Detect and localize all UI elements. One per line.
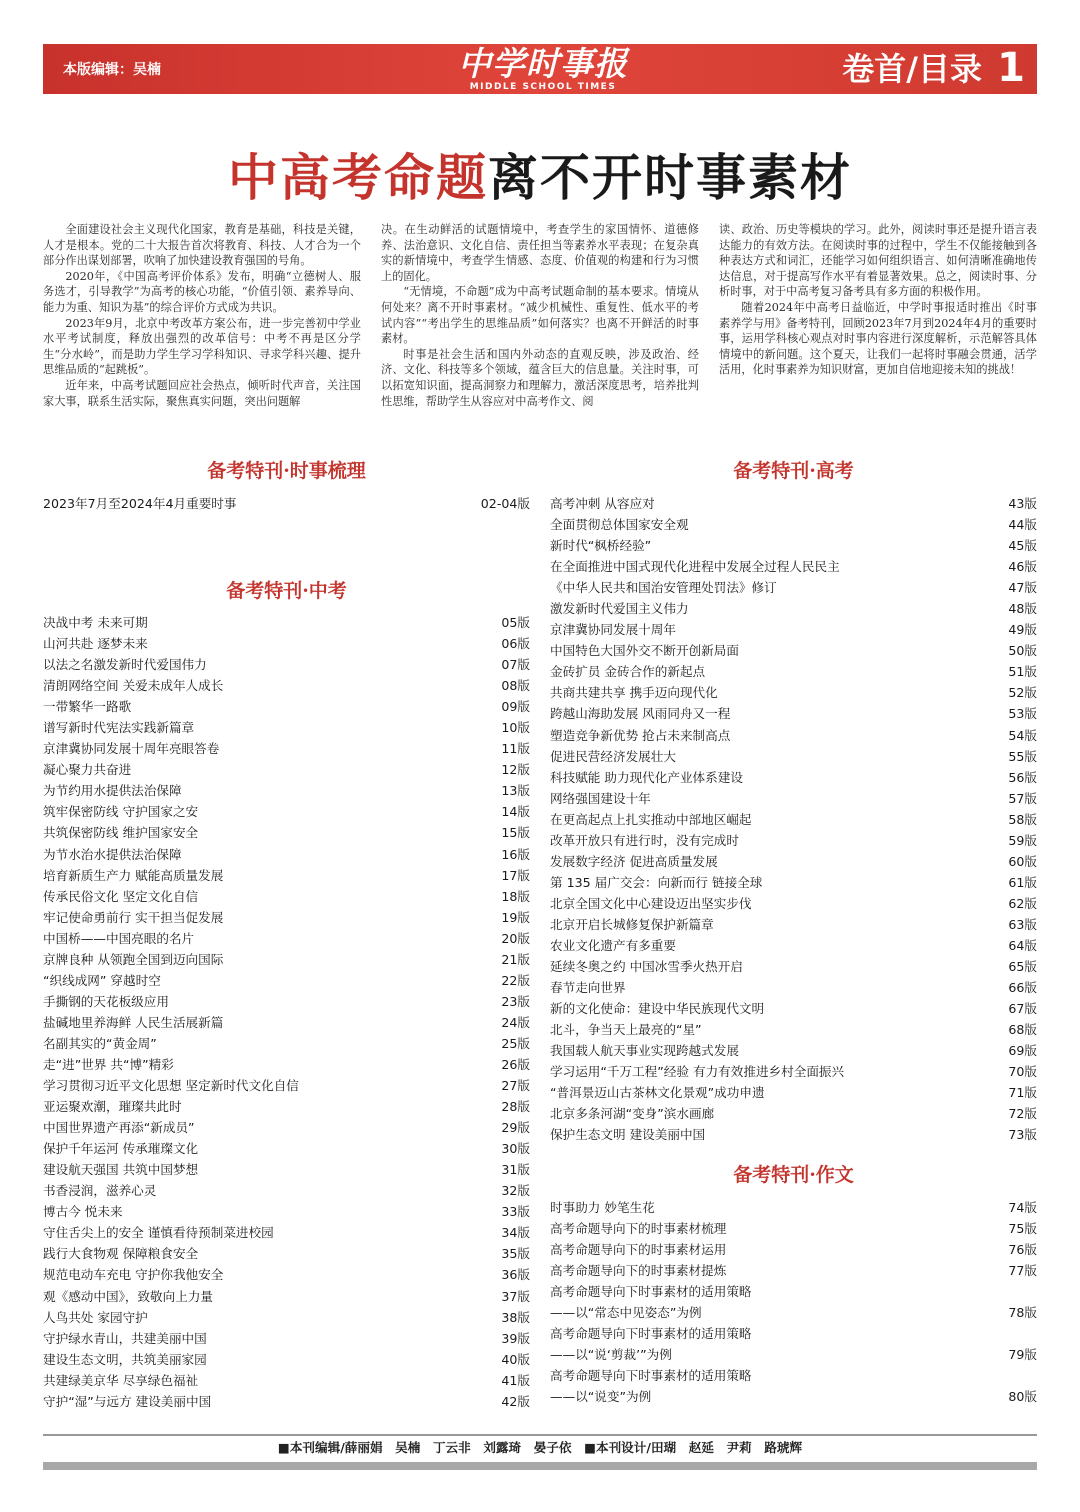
toc-entry	[43, 738, 530, 759]
toc-entry-title: 促进民营经济发展壮大	[550, 748, 676, 764]
toc-entry	[43, 493, 530, 514]
toc-entry-page: 08版	[501, 678, 530, 694]
toc-entry-page: 12版	[501, 762, 530, 778]
toc-entry	[43, 801, 530, 822]
toc-entry-page: 31版	[501, 1162, 530, 1178]
headline-red: 中高考命题	[228, 148, 488, 207]
toc-entry-title: 观《感动中国》，致敬向上力量	[43, 1288, 214, 1304]
toc-entry-title: ——以“说变”为例	[550, 1389, 652, 1405]
toc-entry-page: 38版	[501, 1309, 530, 1325]
toc-entry-title: 北京开启长城修复保护新篇章	[550, 916, 714, 932]
toc-entry	[550, 1103, 1037, 1124]
toc-entry-title: 建设航天强国 共筑中国梦想	[43, 1162, 199, 1178]
toc-entry-page: 43版	[1008, 496, 1037, 511]
toc-entry-page: 14版	[501, 804, 530, 820]
intro-paragraph: 随着2024年中高考日益临近，中学时事报适时推出《时事素养学与用》备考特刊，回顾2023年7月到2024年4月的重要时事，运用学科核心观点对时事内容进行深度解析，示范解答具体情境中的新问题。这个夏天，让我们一起将时事融会贯通，活学活用，化时事素养为知识财富，更加自信地迎接未知的挑战！	[719, 300, 1037, 377]
toc-list-zuowen	[550, 1197, 1037, 1407]
toc-entry	[43, 822, 530, 843]
toc-entry-page: 70版	[1008, 1064, 1037, 1080]
toc-entry	[550, 725, 1037, 746]
toc-entry-title: 《中华人民共和国治安管理处罚法》修订	[550, 580, 777, 596]
toc-entry-title: 保护生态文明 建设美丽中国	[550, 1127, 706, 1143]
toc-entry	[550, 1260, 1037, 1281]
toc-entry-title: 人鸟共处 家园守护	[43, 1309, 148, 1325]
toc-entry-page: 77版	[1008, 1263, 1037, 1279]
toc-entry	[43, 1138, 530, 1159]
toc-entry-title: 金砖扩员 金砖合作的新起点	[550, 664, 706, 680]
toc-entry-title: 高考命题导向下时事素材的适用策略	[550, 1368, 752, 1384]
toc-entry-title: 跨越山海助发展 风雨同舟又一程	[550, 706, 731, 722]
toc-entry-title: 一带繁华一路歌	[43, 699, 132, 715]
toc-entry-page: 21版	[501, 951, 530, 967]
headline-black: 离不开时事素材	[488, 148, 852, 207]
toc-entry-title: 高考命题导向下的时事素材提炼	[550, 1263, 727, 1279]
toc-entry-title: ——以“常态中见姿态”为例	[550, 1305, 702, 1321]
section-label: 卷首/目录	[842, 50, 982, 88]
toc-entry	[43, 1264, 530, 1285]
toc-entry	[550, 1365, 1037, 1386]
toc-entry	[550, 556, 1037, 577]
toc-entry-title: 改革开放只有进行时，没有完成时	[550, 832, 739, 848]
intro-column-2	[381, 222, 699, 427]
toc-entry-page: 80版	[1008, 1389, 1037, 1405]
toc-entry	[550, 1344, 1037, 1365]
toc-entry-title: 中国特色大国外交不断开创新局面	[550, 643, 739, 659]
toc-entry	[550, 1281, 1037, 1302]
intro-paragraph: 读、政治、历史等模块的学习。此外，阅读时事还是提升语言表达能力的有效方法。在阅读时事的过程中，学生不仅能接触到各种表达方式和词汇，还能学习如何组织语言、如何清晰准确地传达信息，对于提高写作水平有着显著效果。总之，阅读时事、分析时事，对于中高考复习备考具有多方面的积极作用。	[719, 223, 1037, 299]
toc-entry-title: 京津冀协同发展十周年	[550, 622, 676, 638]
toc-list-shishi	[43, 493, 530, 514]
toc-entry-page: 17版	[501, 867, 530, 883]
toc-entry	[43, 970, 530, 991]
toc-entry-page: 48版	[1008, 601, 1037, 617]
toc-entry	[550, 661, 1037, 682]
toc-entry-page: 32版	[501, 1183, 530, 1199]
toc-entry	[550, 1302, 1037, 1323]
toc-entry-title: 网络强国建设十年	[550, 790, 651, 806]
toc-entry-title: 凝心聚力共奋进	[43, 762, 132, 778]
toc-entry	[550, 977, 1037, 998]
toc-entry-page: 71版	[1008, 1085, 1037, 1101]
toc-entry	[43, 717, 530, 738]
toc-entry-title: 以法之名激发新时代爱国伟力	[43, 657, 207, 673]
toc-entry-title: 新的文化使命：建设中华民族现代文明	[550, 1001, 765, 1017]
intro-column-1	[43, 222, 361, 427]
toc-entry-page: 68版	[1008, 1022, 1037, 1038]
toc-entry	[550, 1386, 1037, 1407]
intro-paragraph: 2023年9月，北京中考改革方案公布，进一步完善初中学业水平考试制度，释放出强烈的改革信号：中考不再是区分学生“分水岭”，而是助力学生学习学科知识、寻求学科兴趣、提升思维品质的“起跳板”。	[43, 316, 361, 377]
toc-entry-title: 延续冬奥之约 中国冰雪季火热开启	[550, 959, 743, 975]
toc-entry-page: 28版	[501, 1099, 530, 1115]
toc-entry-title: 共建绿美京华 尽享绿色福祉	[43, 1372, 199, 1388]
toc-entry-page: 11版	[501, 741, 530, 757]
toc-entry-title: 谱写新时代宪法实践新篇章	[43, 720, 195, 736]
intro-paragraph: 时事是社会生活和国内外动态的直观反映，涉及政治、经济、文化、科技等多个领域，蕴含巨大的信息量。关注时事，可以拓宽知识面，提高洞察力和理解力，激活深度思考，培养批判性思维，帮助学生从容应对中高考作文、阅	[381, 347, 699, 408]
toc-entry-title: 第 135 届广交会：向新而行 链接全球	[550, 874, 763, 890]
toc-entry	[43, 696, 530, 717]
toc-entry-title: 高考命题导向下的时事素材运用	[550, 1242, 727, 1258]
toc-entry-page: 29版	[501, 1120, 530, 1136]
toc-entry-page: 55版	[1008, 748, 1037, 764]
toc-entry	[550, 1124, 1037, 1145]
section-title-shishi: 备考特刊·时事梳理	[207, 460, 366, 482]
toc-entry	[550, 535, 1037, 556]
toc-entry-page: 24版	[501, 1014, 530, 1030]
toc-entry-page: 51版	[1008, 664, 1037, 680]
toc-entry-title: “织线成网” 穿越时空	[43, 972, 161, 988]
toc-entry-title: 清朗网络空间 关爱未成年人成长	[43, 678, 224, 694]
toc-entry-title: 建设生态文明，共筑美丽家园	[43, 1351, 207, 1367]
page-number: 1	[997, 45, 1025, 91]
toc-entry-title: 高考冲刺 从容应对	[550, 496, 655, 511]
toc-entry	[43, 1180, 530, 1201]
toc-entry-title: 决战中考 未来可期	[43, 615, 148, 630]
intro-paragraph: “无情境，不命题”成为中高考试题命制的基本要求。情境从何处来？离不开时事素材。“减少机械性、重复性、低水平的考试内容”“考出学生的思维品质”如何落实？也离不开鲜活的时事素材。	[381, 285, 699, 346]
toc-entry	[43, 949, 530, 970]
toc-entry-title: 传承民俗文化 坚定文化自信	[43, 888, 199, 904]
toc-entry-page: 72版	[1008, 1106, 1037, 1122]
toc-list-gaokao	[550, 493, 1037, 1145]
toc-entry-title: 走“进”世界 共“博”精彩	[43, 1056, 174, 1072]
toc-entry-title: 学习运用“千万工程”经验 有力有效推进乡村全面振兴	[550, 1064, 845, 1080]
toc-entry-title: 高考命题导向下时事素材的适用策略	[550, 1284, 752, 1300]
toc-entry-page: 74版	[1008, 1200, 1037, 1215]
toc-entry	[43, 1096, 530, 1117]
toc-entry-title: 中国桥——中国亮眼的名片	[43, 930, 195, 946]
toc-entry-title: 盐碱地里养海鲜 人民生活展新篇	[43, 1014, 224, 1030]
toc-entry-page: 35版	[501, 1246, 530, 1262]
toc-entry-page: 26版	[501, 1056, 530, 1072]
toc-entry	[43, 612, 530, 633]
footer-bar	[43, 1462, 1037, 1470]
toc-entry	[43, 1033, 530, 1054]
toc-entry-page: 63版	[1008, 916, 1037, 932]
toc-entry	[550, 767, 1037, 788]
toc-entry-page: 20版	[501, 930, 530, 946]
toc-entry	[550, 830, 1037, 851]
page-title	[0, 148, 1080, 208]
toc-entry	[550, 1323, 1037, 1344]
toc-entry	[43, 1159, 530, 1180]
toc-entry-page: 66版	[1008, 980, 1037, 996]
toc-entry-title: 2023年7月至2024年4月重要时事	[43, 496, 237, 511]
toc-entry	[43, 844, 530, 865]
toc-entry-page: 36版	[501, 1267, 530, 1283]
editor-credit: 本版编辑：吴楠	[63, 62, 161, 78]
toc-entry-title: 保护千年运河 传承璀璨文化	[43, 1141, 199, 1157]
toc-entry-title: 春节走向世界	[550, 980, 626, 996]
toc-entry	[43, 1075, 530, 1096]
masthead-logo	[448, 46, 638, 92]
toc-entry	[43, 675, 530, 696]
toc-entry-title: 书香浸润，滋养心灵	[43, 1183, 157, 1199]
toc-entry-page: 02-04版	[480, 496, 530, 511]
toc-entry-title: 京津冀协同发展十周年亮眼答卷	[43, 741, 220, 757]
toc-entry-page: 06版	[501, 636, 530, 652]
toc-entry-title: 我国载人航天事业实现跨越式发展	[550, 1043, 739, 1059]
toc-entry-page: 60版	[1008, 853, 1037, 869]
toc-entry-title: 学习贯彻习近平文化思想 坚定新时代文化自信	[43, 1078, 299, 1094]
toc-entry	[550, 788, 1037, 809]
toc-entry-title: 为节约用水提供法治保障	[43, 783, 182, 799]
toc-entry-title: 手撕钢的天花板级应用	[43, 993, 169, 1009]
toc-entry-title: 中国世界遗产再添“新成员”	[43, 1120, 195, 1136]
toc-entry	[43, 1054, 530, 1075]
toc-entry-page: 23版	[501, 993, 530, 1009]
toc-entry-title: 新时代“枫桥经验”	[550, 538, 652, 554]
toc-entry-page: 15版	[501, 825, 530, 841]
toc-entry	[43, 1307, 530, 1328]
toc-entry	[43, 1328, 530, 1349]
toc-entry	[550, 851, 1037, 872]
toc-entry	[43, 759, 530, 780]
toc-entry	[550, 1061, 1037, 1082]
toc-entry-page: 05版	[501, 615, 530, 630]
intro-paragraph: 近年来，中高考试题回应社会热点，倾听时代声音，关注国家大事，联系生活实际，聚焦真实问题，突出问题解	[43, 378, 361, 408]
toc-entry-page: 53版	[1008, 706, 1037, 722]
toc-entry	[550, 1082, 1037, 1103]
toc-entry-page: 46版	[1008, 559, 1037, 575]
masthead-title: 中学时事报	[458, 44, 628, 83]
toc-entry-title: 时事助力 妙笔生花	[550, 1200, 655, 1215]
intro-paragraph: 全面建设社会主义现代化国家，教育是基础，科技是关键，人才是根本。党的二十大报告首次将教育、科技、人才合为一个部分作出谋划部署，吹响了加快建设教育强国的号角。	[43, 223, 361, 268]
toc-entry-title: 高考命题导向下的时事素材梳理	[550, 1221, 727, 1237]
toc-entry-title: 在更高起点上扎实推动中部地区崛起	[550, 811, 752, 827]
toc-entry-page: 19版	[501, 909, 530, 925]
toc-entry-page: 54版	[1008, 727, 1037, 743]
section-title-zuowen: 备考特刊·作文	[733, 1164, 854, 1186]
toc-list-zhongkao	[43, 612, 530, 1412]
toc-entry-title: 守护“湿”与远方 建设美丽中国	[43, 1393, 212, 1409]
section-title-zhongkao: 备考特刊·中考	[226, 580, 347, 602]
toc-entry	[550, 1239, 1037, 1260]
toc-entry-page: 52版	[1008, 685, 1037, 701]
toc-entry	[550, 1019, 1037, 1040]
toc-entry	[43, 991, 530, 1012]
toc-entry	[43, 1243, 530, 1264]
toc-entry-page: 78版	[1008, 1305, 1037, 1321]
toc-entry-title: 全面贯彻总体国家安全观	[550, 517, 689, 533]
toc-entry	[43, 865, 530, 886]
toc-entry-title: 守住舌尖上的安全 谨慎看待预制菜进校园	[43, 1225, 274, 1241]
toc-entry-title: 北京多条河湖“变身”滨水画廊	[550, 1106, 715, 1122]
section-title-gaokao: 备考特刊·高考	[733, 460, 854, 482]
toc-entry-title: 北京全国文化中心建设迈出坚实步伐	[550, 895, 752, 911]
toc-entry-title: 科技赋能 助力现代化产业体系建设	[550, 769, 743, 785]
masthead-subtitle: MIDDLE SCHOOL TIMES	[469, 82, 617, 92]
toc-entry	[550, 1040, 1037, 1061]
toc-entry	[43, 1349, 530, 1370]
toc-entry	[43, 1370, 530, 1391]
toc-entry-page: 41版	[501, 1372, 530, 1388]
toc-entry-title: “普洱景迈山古茶林文化景观”成功申遗	[550, 1085, 765, 1101]
toc-entry	[43, 928, 530, 949]
toc-entry-page: 34版	[501, 1225, 530, 1241]
toc-entry-title: 共筑保密防线 维护国家安全	[43, 825, 199, 841]
toc-entry-page: 58版	[1008, 811, 1037, 827]
toc-entry	[43, 907, 530, 928]
toc-entry-page: 22版	[501, 972, 530, 988]
toc-entry-title: 博古今 悦未来	[43, 1204, 123, 1220]
toc-entry-page: 44版	[1008, 517, 1037, 533]
toc-entry-title: 规范电动车充电 守护你我他安全	[43, 1267, 224, 1283]
toc-entry-title: 名副其实的“黄金周”	[43, 1035, 157, 1051]
toc-entry	[550, 956, 1037, 977]
toc-entry	[43, 1391, 530, 1412]
toc-entry-page: 69版	[1008, 1043, 1037, 1059]
toc-entry-page: 30版	[501, 1141, 530, 1157]
toc-entry-page: 45版	[1008, 538, 1037, 554]
toc-entry-page: 16版	[501, 846, 530, 862]
toc-entry-title: 亚运聚欢潮，璀璨共此时	[43, 1099, 182, 1115]
footer-credits: ■本刊编辑/薛丽娟 吴楠 丁云非 刘露琦 晏子依 ■本刊设计/田瑚 赵延 尹莉 路琥辉	[43, 1434, 1037, 1460]
toc-entry-title: 践行大食物观 保障粮食安全	[43, 1246, 199, 1262]
toc-entry	[550, 598, 1037, 619]
toc-entry	[550, 514, 1037, 535]
toc-entry-title: ——以“说‘剪裁’”为例	[550, 1347, 672, 1363]
toc-entry	[550, 746, 1037, 767]
toc-entry-page: 40版	[501, 1351, 530, 1367]
toc-entry-title: 共商共建共享 携手迈向现代化	[550, 685, 718, 701]
toc-entry-page: 73版	[1008, 1127, 1037, 1143]
toc-entry	[43, 1012, 530, 1033]
toc-entry-page: 37版	[501, 1288, 530, 1304]
toc-entry-page: 79版	[1008, 1347, 1037, 1363]
toc-entry-page: 65版	[1008, 959, 1037, 975]
toc-entry	[43, 1286, 530, 1307]
toc-entry-page: 67版	[1008, 1001, 1037, 1017]
toc-entry	[550, 577, 1037, 598]
toc-entry-page: 39版	[501, 1330, 530, 1346]
toc-entry	[43, 654, 530, 675]
toc-entry	[43, 633, 530, 654]
toc-entry	[550, 640, 1037, 661]
toc-entry-title: 山河共赴 逐梦未来	[43, 636, 148, 652]
toc-entry-page: 59版	[1008, 832, 1037, 848]
toc-entry-title: 守护绿水青山，共建美丽中国	[43, 1330, 207, 1346]
toc-entry-title: 高考命题导向下时事素材的适用策略	[550, 1326, 752, 1342]
toc-entry	[43, 1201, 530, 1222]
toc-entry	[550, 703, 1037, 724]
toc-entry-page: 56版	[1008, 769, 1037, 785]
toc-entry-page: 62版	[1008, 895, 1037, 911]
toc-entry-page: 47版	[1008, 580, 1037, 596]
toc-entry-page: 61版	[1008, 874, 1037, 890]
toc-entry-page: 09版	[501, 699, 530, 715]
toc-entry-page: 25版	[501, 1035, 530, 1051]
toc-entry	[550, 1197, 1037, 1218]
toc-entry	[550, 809, 1037, 830]
toc-entry-page: 33版	[501, 1204, 530, 1220]
toc-entry-title: 激发新时代爱国主义伟力	[550, 601, 689, 617]
intro-paragraph: 2020年，《中国高考评价体系》发布，明确“立德树人、服务选才，引导教学”为高考的核心功能，“价值引领、素养导向、能力为重、知识为基”的综合评价方式成为共识。	[43, 269, 361, 314]
toc-entry-page: 50版	[1008, 643, 1037, 659]
toc-entry	[550, 493, 1037, 514]
toc-entry-title: 发展数字经济 促进高质量发展	[550, 853, 718, 869]
toc-entry	[550, 893, 1037, 914]
toc-entry-page: 27版	[501, 1078, 530, 1094]
toc-entry-title: 北斗，争当天上最亮的“星”	[550, 1022, 702, 1038]
toc-entry-page: 07版	[501, 657, 530, 673]
toc-entry-page: 57版	[1008, 790, 1037, 806]
toc-entry-page: 18版	[501, 888, 530, 904]
toc-entry-page: 10版	[501, 720, 530, 736]
toc-entry	[550, 872, 1037, 893]
toc-entry	[550, 619, 1037, 640]
toc-entry-page: 49版	[1008, 622, 1037, 638]
toc-entry-title: 筑牢保密防线 守护国家之安	[43, 804, 199, 820]
intro-column-3	[719, 222, 1037, 427]
toc-entry	[550, 998, 1037, 1019]
toc-entry-title: 京牌良种 从领跑全国到迈向国际	[43, 951, 224, 967]
header-bar	[43, 44, 1037, 94]
toc-entry-title: 为节水治水提供法治保障	[43, 846, 182, 862]
toc-entry	[550, 914, 1037, 935]
toc-entry	[550, 1218, 1037, 1239]
toc-entry-page: 76版	[1008, 1242, 1037, 1258]
toc-entry-title: 农业文化遗产有多重要	[550, 937, 676, 953]
toc-entry-title: 塑造竞争新优势 抢占未来制高点	[550, 727, 731, 743]
toc-entry	[550, 935, 1037, 956]
intro-paragraph: 决。在生动鲜活的试题情境中，考查学生的家国情怀、道德修养、法治意识、文化自信、责任担当等素养水平表现；在复杂真实的新情境中，考查学生情感、态度、价值观的构建和行为习惯上的固化。	[381, 223, 699, 283]
toc-entry-title: 牢记使命勇前行 实干担当促发展	[43, 909, 224, 925]
toc-entry	[43, 1222, 530, 1243]
toc-entry-page: 64版	[1008, 937, 1037, 953]
toc-entry-title: 培育新质生产力 赋能高质量发展	[43, 867, 224, 883]
intro-article	[43, 222, 1037, 427]
toc-entry-page: 13版	[501, 783, 530, 799]
toc-entry	[43, 1117, 530, 1138]
toc-entry	[43, 886, 530, 907]
toc-entry-page: 42版	[501, 1393, 530, 1409]
toc-entry	[43, 780, 530, 801]
toc-entry	[550, 682, 1037, 703]
toc-entry-title: 在全面推进中国式现代化进程中发展全过程人民民主	[550, 559, 840, 575]
toc-entry-page: 75版	[1008, 1221, 1037, 1237]
